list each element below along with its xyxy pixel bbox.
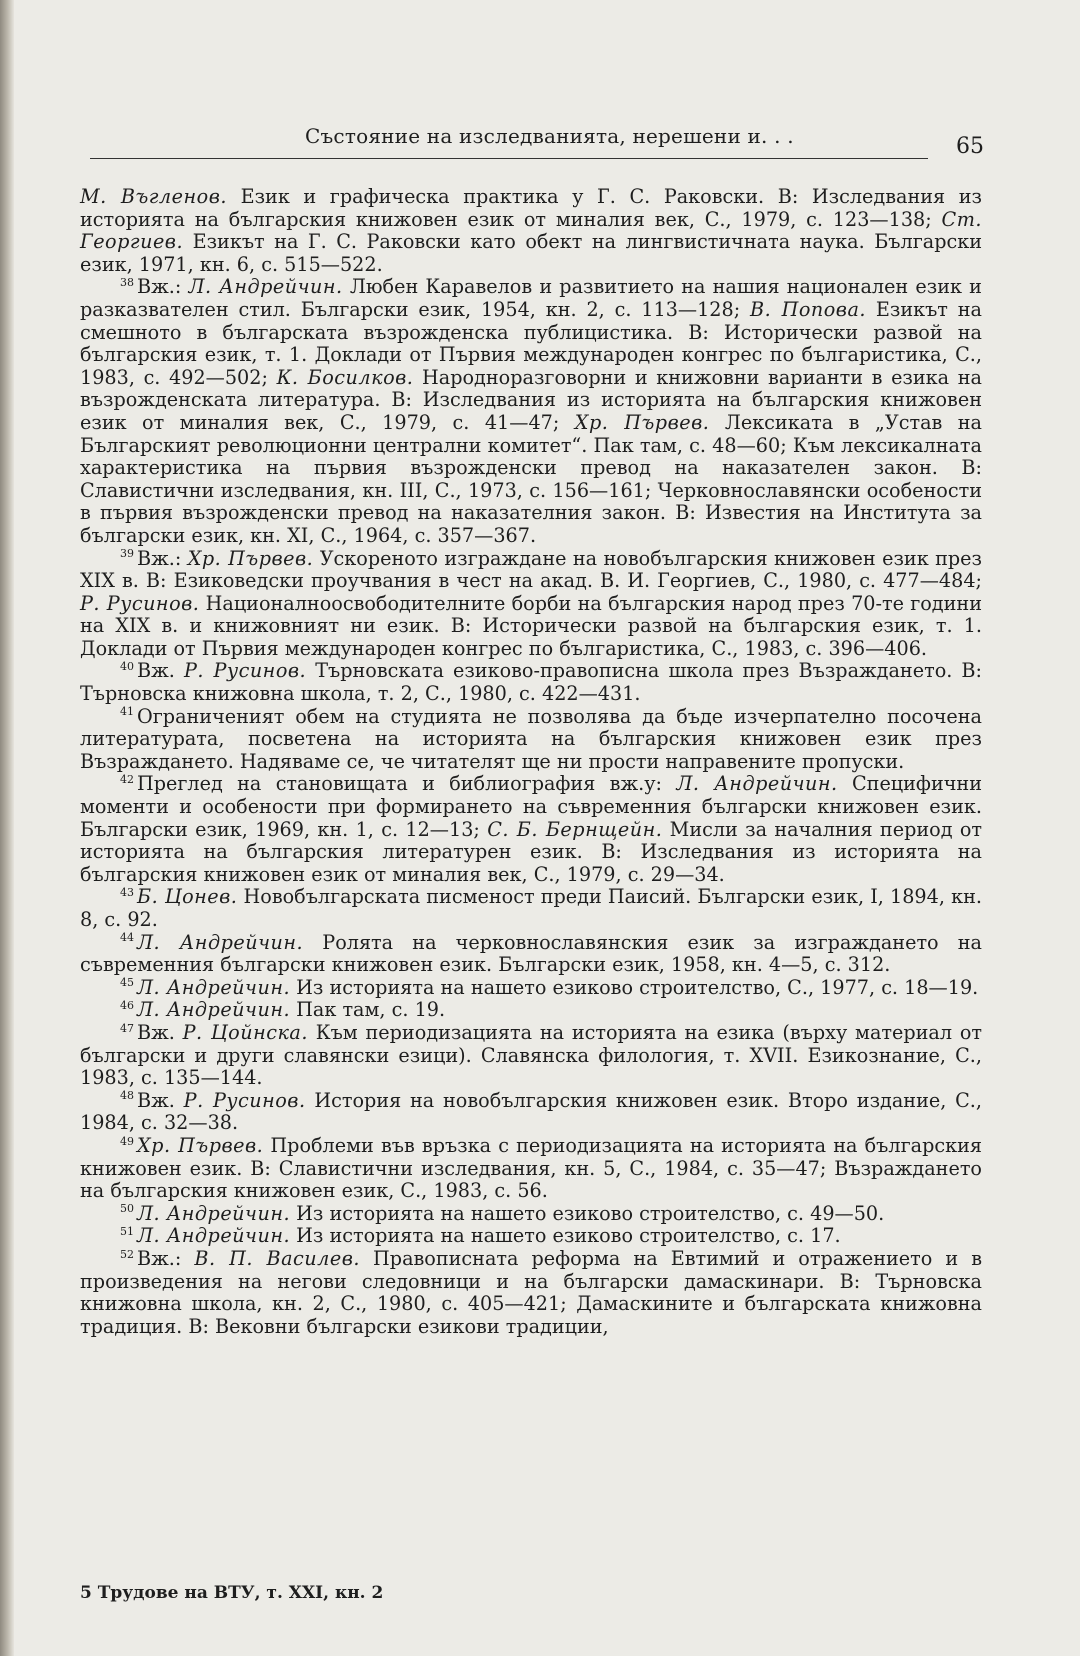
footnote-number: 41 bbox=[120, 705, 134, 719]
footnote-text: Вж.: Хр. Първев. Ускореното изграждане на новобългарския книжовен език през XIX в. В: Езиковедски проучвания в чест на акад. В. И. Георгиев, С., 1980, с. 477—484; Р. Русинов. Националноосвободителните борби на българския народ през 70-те години на XIX в. и книжовният ни език. В: Исторически развой на българския език, т. 1. Доклади от Първия международен конгрес по българистика, С., 1983, с. 396—406. bbox=[80, 546, 982, 660]
footnote-number: 48 bbox=[120, 1089, 134, 1103]
footnote-text: Ограниченият обем на студията не позволява да бъде изчерпателно посочена литературата, посветена на историята на българския книжовен език през Възраждането. Надяваме се, че читателят ще ни прости направените пропуски. bbox=[80, 704, 982, 773]
footnote-38 bbox=[80, 276, 982, 547]
footnote-number: 46 bbox=[120, 998, 134, 1012]
running-header bbox=[90, 120, 988, 160]
header-rule bbox=[90, 158, 928, 159]
footnote-48 bbox=[80, 1090, 982, 1135]
footnote-text: Л. Андрейчин. Пак там, с. 19. bbox=[137, 998, 446, 1022]
page-number: 65 bbox=[956, 134, 984, 159]
footnote-text: М. Въгленов. Език и графическа практика у Г. С. Раковски. В: Изследвания из историята на българския книжовен език от миналия век, С., 1979, с. 123—138; Ст. Георгиев. Езикът на Г. С. Раковски като обект на лингвистичната наука. Български език, 1971, кн. 6, с. 515—522. bbox=[80, 185, 982, 276]
footnote-52 bbox=[80, 1248, 982, 1338]
footnote-text: Вж. Р. Цойнска. Към периодизацията на историята на езика (върху материал от български и други славянски езици). Славянска филология, т. XVII. Езикознание, С., 1983, с. 135—144. bbox=[80, 1020, 983, 1090]
footnote-number: 40 bbox=[120, 660, 134, 674]
page-binding-edge bbox=[0, 0, 14, 1656]
footnote-text: Б. Цонев. Новобългарската писменост преди Паисий. Български език, I, 1894, кн. 8, с. 92. bbox=[80, 885, 982, 931]
footnote-text: Л. Андрейчин. Ролята на черковнославянския език за изграждането на съвременния български книжовен език. Български език, 1958, кн. 4—5, с. 312. bbox=[80, 930, 982, 977]
footnote-40 bbox=[80, 660, 982, 705]
footnote-number: 43 bbox=[120, 886, 134, 900]
footnote-39 bbox=[80, 548, 982, 661]
running-title: Състояние на изследванията, нерешени и. . . bbox=[305, 124, 794, 148]
footnote-text: Вж.: Л. Андрейчин. Любен Каравелов и развитието на нашия национален език и разказвателен стил. Български език, 1954, кн. 2, с. 113—128; В. Попова. Езикът на смешното в българската възрожденска публицистика. В: Исторически развой на българския език, т. 1. Доклади от Първия международен конгрес по българистика, С., 1983, с. 492—502; К. Босилков. Народноразговорни и книжовни варианти в езика на възрожденската литература. В: Изследвания из историята на българския книжовен език от миналия век, С., 1979, с. 41—47; Хр. Първев. Лексиката в „Устав на Българският революционни централни комитет“. Пак там, с. 48—60; Към лексикалната характеристика на първия възрожденски превод на наказателен закон. В: Славистични изследвания, кн. III, С., 1973, с. 156—161; Черковнославянски особености в първия възрожденски превод на наказателния закон. В: Известия на Института за български език, кн. XI, С., 1964, с. 357—367. bbox=[80, 275, 982, 547]
footnote-49 bbox=[80, 1135, 982, 1203]
footnote-text: Хр. Първев. Проблеми във връзка с периодизацията на историята на българския книжовен език. В: Славистични изследвания, кн. 5, С., 1984, с. 35—47; Възраждането на българския книжовен език, С., 1983, с. 56. bbox=[80, 1133, 982, 1203]
footnote-45 bbox=[80, 977, 982, 1000]
footnote-text: Вж. Р. Русинов. История на новобългарския книжовен език. Второ издание, С., 1984, с. 32—38. bbox=[80, 1088, 982, 1135]
footnote-number: 42 bbox=[120, 773, 134, 787]
footnote-number: 44 bbox=[120, 931, 134, 945]
footnote-number: 38 bbox=[120, 275, 134, 289]
footnote-42 bbox=[80, 773, 982, 886]
footnote-number: 52 bbox=[120, 1247, 134, 1261]
footnote-text: Л. Андрейчин. Из историята на нашето езиково строителство, С., 1977, с. 18—19. bbox=[137, 975, 979, 999]
footnote-number: 49 bbox=[120, 1134, 134, 1148]
footnote-51 bbox=[80, 1225, 982, 1248]
footnote-number: 51 bbox=[120, 1224, 134, 1238]
footnote-text: Преглед на становищата и библиография вж.у: Л. Андрейчин. Специфични моменти и особености при формирането на съвременния български книжовен език. Български език, 1969, кн. 1, с. 12—13; С. Б. Бернщейн. Мисли за началния период от историята на българския литературен език. В: Изследвания из историята на българския книжовен език от миналия век, С., 1979, с. 29—34. bbox=[80, 772, 983, 886]
printer-signature: 5 Трудове на ВТУ, т. XXI, кн. 2 bbox=[80, 1583, 384, 1603]
footnote-text: Вж. Р. Русинов. Търновската езиково-правописна школа през Възраждането. В: Търновска книжовна школа, т. 2, С., 1980, с. 422—431. bbox=[80, 659, 982, 706]
footnote-text: Л. Андрейчин. Из историята на нашето езиково строителство, с. 49—50. bbox=[137, 1201, 885, 1225]
footnote-46 bbox=[80, 999, 982, 1022]
footnote-number: 50 bbox=[120, 1202, 134, 1216]
footnote-44 bbox=[80, 932, 982, 977]
footnote-50 bbox=[80, 1203, 982, 1226]
footnote-number: 39 bbox=[120, 547, 134, 561]
footnote-number: 47 bbox=[120, 1021, 134, 1035]
footnote-43 bbox=[80, 886, 982, 931]
footnote-text: Вж.: В. П. Василев. Правописната реформа на Евтимий и отражението и в произведения на негови следовници и на български дамаскинари. В: Търновска книжовна школа, кн. 2, С., 1980, с. 405—421; Дамаскините и българската книжовна традиция. В: Вековни български езикови традиции, bbox=[80, 1246, 982, 1338]
footnotes-block bbox=[80, 186, 982, 1338]
footnote-continuation bbox=[80, 186, 982, 276]
footnote-47 bbox=[80, 1022, 982, 1090]
footnote-text: Л. Андрейчин. Из историята на нашето езиково строителство, с. 17. bbox=[137, 1224, 841, 1248]
footnote-number: 45 bbox=[120, 976, 134, 990]
footnote-41 bbox=[80, 706, 982, 774]
